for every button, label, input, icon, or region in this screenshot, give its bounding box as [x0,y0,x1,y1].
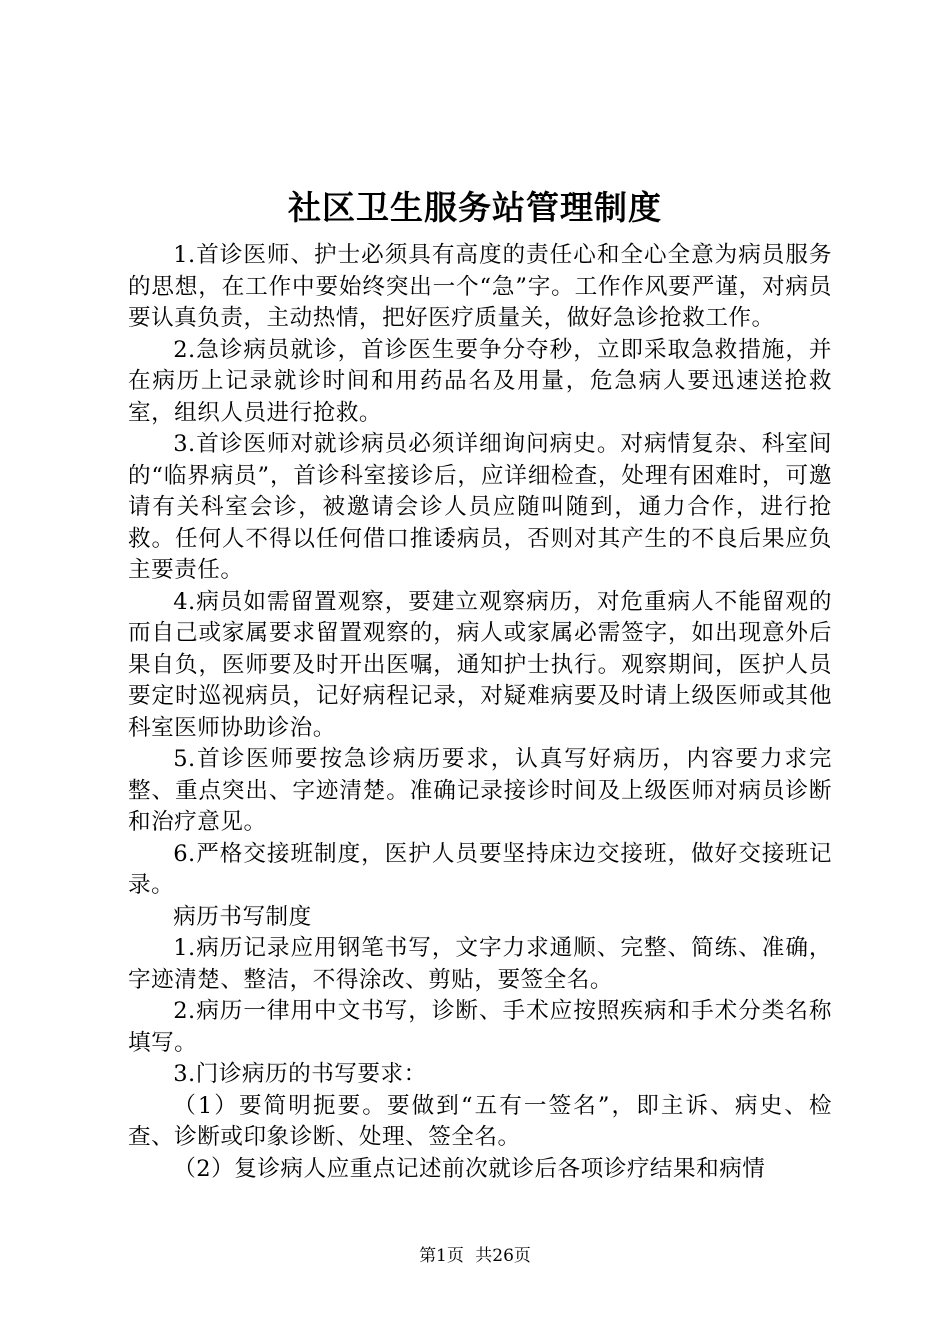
document-title: 社区卫生服务站管理制度 [288,188,662,227]
paragraph-5: 5.首诊医师要按急诊病历要求，认真写好病历，内容要力求完整、重点突出、字迹清楚。准确记录接诊时间及上级医师对病员诊断和治疗意见。 [128,746,832,835]
paragraph-1: 1.首诊医师、护士必须具有高度的责任心和全心全意为病员服务的思想，在工作中要始终突出一个“急”字。工作作风要严谨，对病员要认真负责，主动热情，把好医疗质量关，做好急诊抢救工作。 [128,242,832,331]
paragraph-8: 2.病历一律用中文书写，诊断、手术应按照疾病和手术分类名称填写。 [128,998,832,1056]
document-body [128,240,832,1185]
paragraph-3: 3.首诊医师对就诊病员必须详细询问病史。对病情复杂、科室间的“临界病员”，首诊科室接诊后，应详细检查，处理有困难时，可邀请有关科室会诊，被邀请会诊人员应随叫随到，通力合作，进行抢救。任何人不得以任何借口推诿病员，否则对其产生的不良后果应负主要责任。 [128,431,832,583]
page-footer [0,1244,950,1268]
page-number: 第1页 [419,1246,464,1266]
paragraph-4: 4.病员如需留置观察，要建立观察病历，对危重病人不能留观的而自己或家属要求留置观察的，病人或家属必需签字，如出现意外后果自负，医师要及时开出医嘱，通知护士执行。观察期间，医护人员要定时巡视病员，记好病程记录，对疑难病要及时请上级医师或其他科室医师协助诊治。 [128,588,832,741]
paragraph-11: （2）复诊病人应重点记述前次就诊后各项诊疗结果和病情 [173,1155,766,1182]
paragraph-7: 1.病历记录应用钢笔书写，文字力求通顺、完整、简练、准确，字迹清楚、整洁，不得涂改、剪贴，要签全名。 [128,935,832,993]
paragraph-10: （1）要简明扼要。要做到“五有一签名”，即主诉、病史、检查、诊断或印象诊断、处理、签全名。 [128,1092,832,1150]
section-heading: 病历书写制度 [173,903,312,930]
page-total: 共26页 [475,1246,531,1266]
paragraph-2: 2.急诊病员就诊，首诊医生要争分夺秒，立即采取急救措施，并在病历上记录就诊时间和用药品名及用量，危急病人要迅速送抢救室，组织人员进行抢救。 [128,336,832,426]
paragraph-6: 6.严格交接班制度，医护人员要坚持床边交接班，做好交接班记录。 [128,840,832,898]
paragraph-9: 3.门诊病历的书写要求： [173,1061,427,1087]
